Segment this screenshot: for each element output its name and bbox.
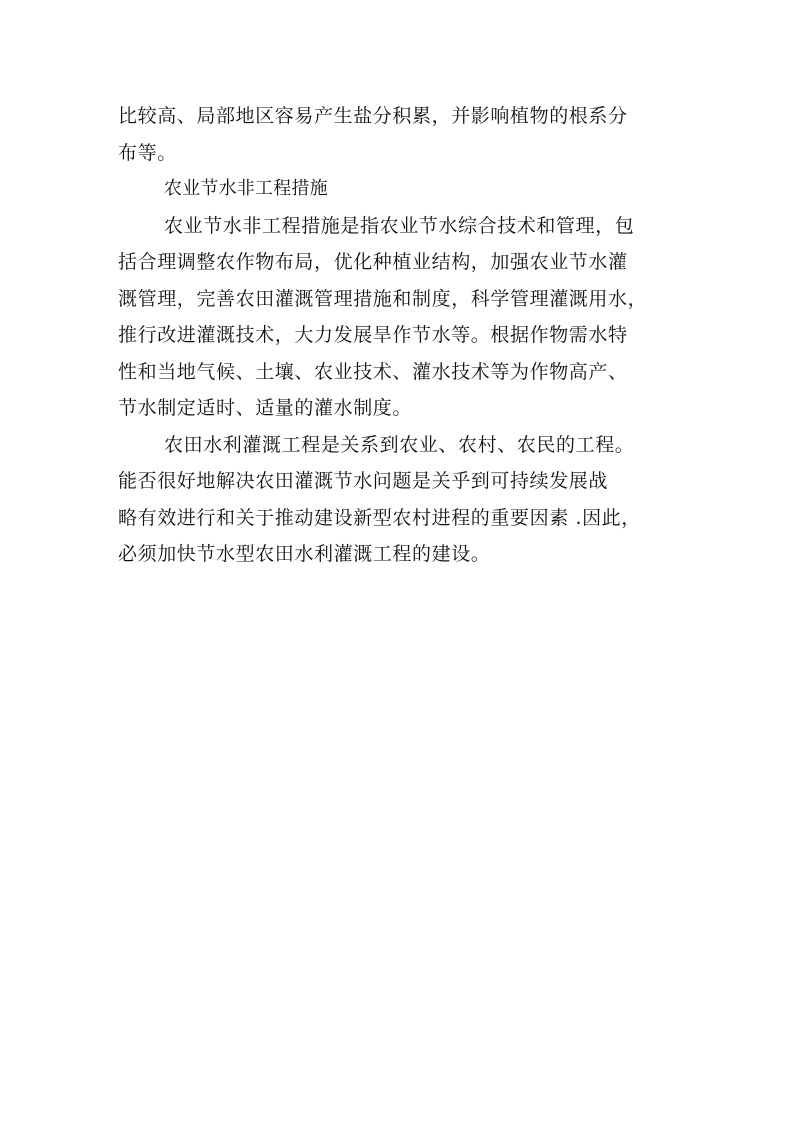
paragraph-line: 性和当地气候、土壤、农业技术、灌水技术等为作物高产、 [118, 360, 628, 383]
paragraph-continuation [118, 98, 688, 171]
paragraph-conclusion [118, 427, 688, 573]
paragraph-non-engineering-measures [118, 208, 688, 427]
paragraph-line: 必须加快节水型农田水利灌溉工程的建设。 [118, 543, 491, 565]
paragraph-line: 溉管理，完善农田灌溉管理措施和制度，科学管理灌溉用水， [118, 287, 648, 310]
paragraph-line: 节水制定适时、适量的灌水制度。 [118, 397, 413, 419]
paragraph-line: 能否很好地解决农田灌溉节水问题是关乎到可持续发展战 [118, 470, 609, 492]
paragraph-line: 略有效进行和关于推动建设新型农村进程的重要因素 .因此， [118, 506, 641, 529]
paragraph-line: 括合理调整农作物布局，优化种植业结构，加强农业节水灌 [118, 251, 628, 273]
section-heading: 农业节水非工程措施 [164, 178, 328, 199]
paragraph-line: 比较高、局部地区容易产生盐分积累，并影响植物的根系分 [118, 105, 628, 127]
paragraph-line: 农田水利灌溉工程是关系到农业、农村、农民的工程。 [164, 433, 635, 456]
document-body [118, 98, 688, 573]
paragraph-line: 农业节水非工程措施是指农业节水综合技术和管理，包 [164, 214, 635, 237]
paragraph-line: 布等。 [118, 141, 177, 164]
paragraph-line: 推行改进灌溉技术，大力发展旱作节水等。根据作物需水特 [118, 324, 628, 346]
